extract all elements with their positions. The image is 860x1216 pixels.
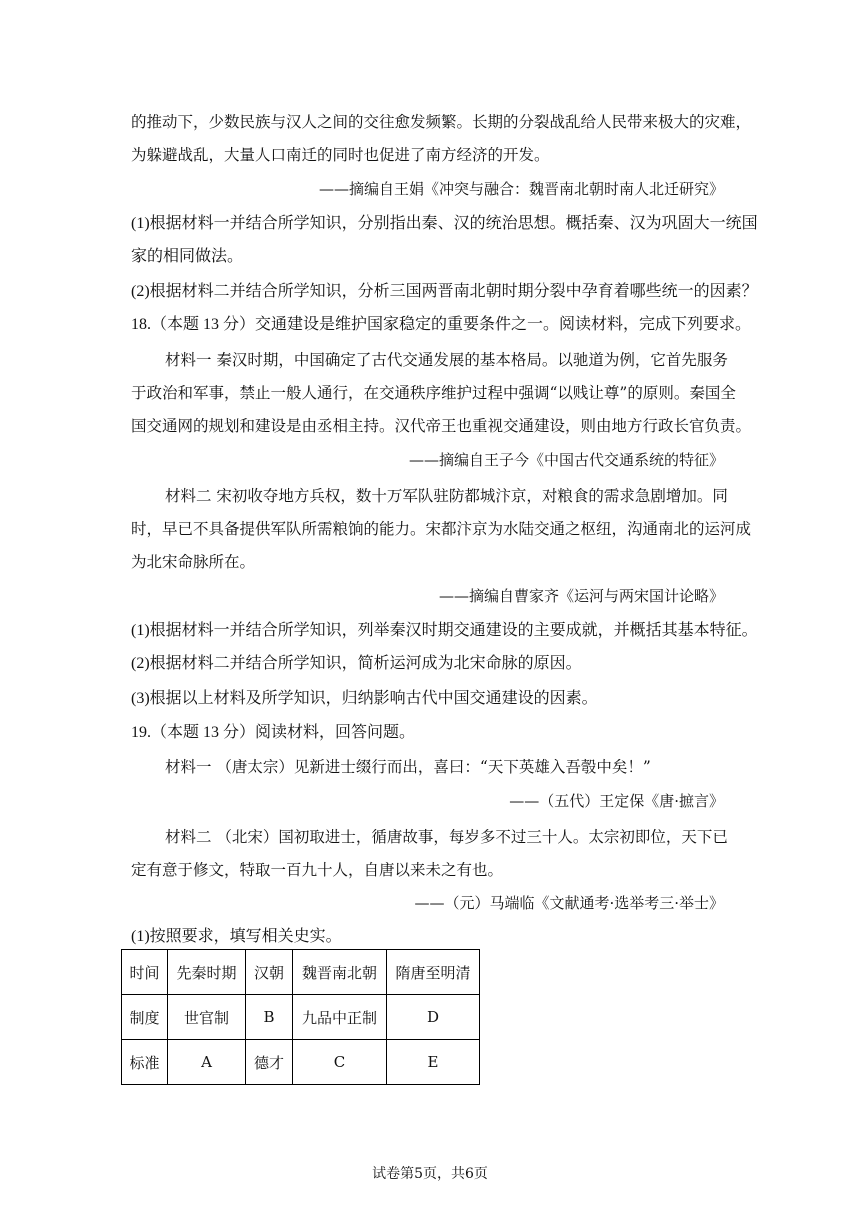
- text-line: 时，早已不具备提供军队所需粮饷的能力。宋都汴京为水陆交通之枢纽，沟通南北的运河成: [131, 520, 752, 538]
- text-line: 的推动下，少数民族与汉人之间的交往愈发频繁。长期的分裂战乱给人民带来极大的灾难，: [131, 113, 752, 131]
- table-cell: E: [387, 1040, 480, 1085]
- source-citation: ——（五代）王定保《唐·摭言》: [509, 792, 724, 810]
- table-cell: 九品中正制: [293, 995, 387, 1040]
- table-cell: B: [246, 995, 293, 1040]
- question-18-2: (2)根据材料二并结合所学知识，简析运河成为北宋命脉的原因。: [131, 655, 582, 672]
- table-cell: 世官制: [168, 995, 246, 1040]
- text-line: 材料二 宋初收夺地方兵权，数十万军队驻防都城汴京，对粮食的需求急剧增加。同: [165, 487, 728, 505]
- table-cell: 魏晋南北朝: [293, 950, 387, 995]
- table-row: [122, 1040, 480, 1085]
- text-line: 国交通网的规划和建设是由丞相主持。汉代帝王也重视交通建设，则由地方行政长官负责。: [131, 417, 752, 435]
- text-line: 于政治和军事，禁止一般人通行，在交通秩序维护过程中强调“以贱让尊”的原则。秦国全: [131, 384, 736, 402]
- table-cell: 隋唐至明清: [387, 950, 480, 995]
- table-row: [122, 950, 480, 995]
- question-19-header: 19.（本题 13 分）阅读材料，回答问题。: [131, 724, 416, 741]
- text-line: 为北宋命脉所在。: [131, 553, 256, 571]
- question-19-1: (1)按照要求，填写相关史实。: [131, 928, 342, 945]
- text-line: 材料一 秦汉时期，中国确定了古代交通发展的基本格局。以驰道为例，它首先服务: [165, 351, 728, 369]
- table-cell: A: [168, 1040, 246, 1085]
- text-line: 材料一 （唐太宗）见新进士缀行而出，喜曰：“天下英雄入吾彀中矣！”: [165, 758, 651, 776]
- source-citation: ——（元）马端临《文献通考·选举考三·举士》: [414, 894, 724, 912]
- source-citation: ——摘编自王子今《中国古代交通系统的特征》: [408, 451, 724, 469]
- table-row: [122, 995, 480, 1040]
- page-footer: 试卷第5页，共6页: [372, 1166, 488, 1182]
- table-cell: 时间: [122, 950, 168, 995]
- question-18-1: (1)根据材料一并结合所学知识，列举秦汉时期交通建设的主要成就，并概括其基本特征。: [131, 622, 758, 639]
- question-17-1-cont: 家的相同做法。: [131, 248, 244, 265]
- table-cell: C: [293, 1040, 387, 1085]
- text-line: 材料二 （北宋）国初取进士，循唐故事，每岁多不过三十人。太宗初即位，天下已: [165, 828, 728, 846]
- question-17-1: (1)根据材料一并结合所学知识，分别指出秦、汉的统治思想。概括秦、汉为巩固大一统国: [131, 215, 758, 232]
- history-table: [121, 949, 480, 1085]
- table-cell: 制度: [122, 995, 168, 1040]
- table-cell: D: [387, 995, 480, 1040]
- table-cell: 汉朝: [246, 950, 293, 995]
- text-line: 定有意于修文，特取一百九十人，自唐以来未之有也。: [131, 861, 504, 879]
- text-line: 为躲避战乱，大量人口南迁的同时也促进了南方经济的开发。: [131, 146, 550, 164]
- table-cell: 德才: [246, 1040, 293, 1085]
- source-citation: ——摘编自曹家齐《运河与两宋国计论略》: [438, 587, 724, 605]
- table-cell: 标准: [122, 1040, 168, 1085]
- table-cell: 先秦时期: [168, 950, 246, 995]
- source-citation: ——摘编自王娟《冲突与融合：魏晋南北朝时南人北迁研究》: [318, 180, 724, 198]
- question-18-3: (3)根据以上材料及所学知识，归纳影响古代中国交通建设的因素。: [131, 690, 598, 707]
- question-18-header: 18.（本题 13 分）交通建设是维护国家稳定的重要条件之一。阅读材料，完成下列要求。: [131, 316, 752, 333]
- question-17-2: (2)根据材料二并结合所学知识，分析三国两晋南北朝时期分裂中孕育着哪些统一的因素？: [131, 283, 758, 300]
